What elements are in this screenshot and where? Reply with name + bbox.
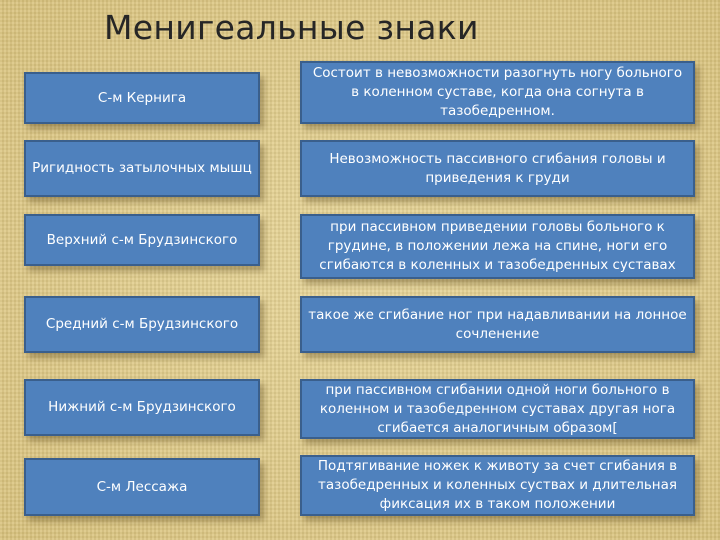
sign-lesage: С-м Лессажа [24, 458, 260, 516]
description-lower-brudzinski: при пассивном сгибании одной ноги больного в коленном и тазобедренном суставах другая нога сгибается аналогичным образом[ [300, 379, 695, 439]
description-neck-stiffness: Невозможность пассивного сгибания головы и приведения к груди [300, 140, 695, 197]
description-middle-brudzinski: такое же сгибание ног при надавливании на лонное сочленение [300, 296, 695, 353]
sign-kernig: С-м Кернига [24, 72, 260, 124]
sign-middle-brudzinski: Средний с-м Брудзинского [24, 296, 260, 353]
description-lesage: Подтягивание ножек к животу за счет сгибания в тазобедренных и коленных суствах и длительная фиксация их в таком положении [300, 455, 695, 516]
sign-neck-stiffness: Ригидность затылочных мышц [24, 140, 260, 197]
description-kernig: Состоит в невозможности разогнуть ногу больного в коленном суставе, когда она согнута в тазобедренном. [300, 61, 695, 124]
sign-lower-brudzinski: Нижний с-м Брудзинского [24, 379, 260, 436]
sign-upper-brudzinski: Верхний с-м Брудзинского [24, 214, 260, 266]
description-upper-brudzinski: при пассивном приведении головы больного к грудине, в положении лежа на спине, ноги его сгибаются в коленных и тазобедренных суставах [300, 214, 695, 279]
slide-title: Менигеальные знаки [104, 8, 479, 47]
